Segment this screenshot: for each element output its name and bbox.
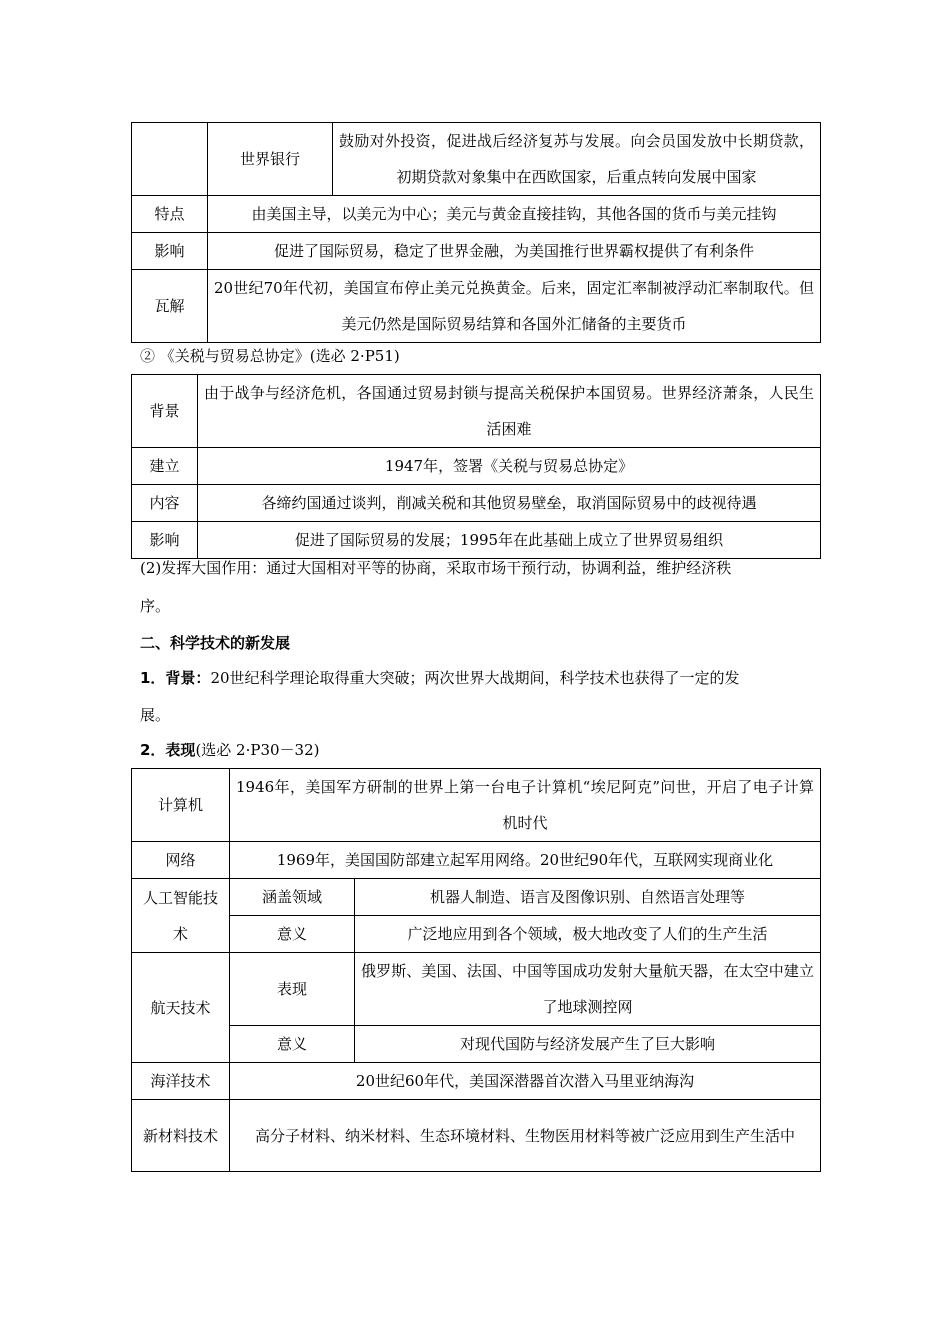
table-row (132, 375, 821, 448)
gatt-heading: ② 《关税与贸易总协定》(选必 2·P51) (140, 347, 400, 365)
expression-ref: (选必 2·P30－32) (195, 741, 320, 759)
row-label: 影响 (132, 522, 198, 559)
background-paragraph (140, 660, 820, 696)
row-content: 鼓励对外投资，促进战后经济复苏与发展。向会员国发放中长期贷款，初期贷款对象集中在西欧国家，后重点转向发展中国家 (333, 123, 821, 196)
row-label: 计算机 (132, 769, 230, 842)
row-content: 20世纪70年代初，美国宣布停止美元兑换黄金。后来，固定汇率制被浮动汇率制取代。但美元仍然是国际贸易结算和各国外汇储备的主要货币 (208, 270, 821, 343)
row-label (132, 123, 208, 196)
section-title: 二、科学技术的新发展 (140, 634, 291, 652)
background-text: 20世纪科学理论取得重大突破；两次世界大战期间，科学技术也获得了一定的发 (210, 669, 740, 687)
row-sublabel: 意义 (230, 916, 355, 953)
table-row (132, 196, 821, 233)
table-row (132, 1063, 821, 1100)
row-content: 机器人制造、语言及图像识别、自然语言处理等 (355, 879, 821, 916)
row-sublabel: 世界银行 (208, 123, 333, 196)
row-content: 由美国主导，以美元为中心；美元与黄金直接挂钩，其他各国的货币与美元挂钩 (208, 196, 821, 233)
row-content: 促进了国际贸易，稳定了世界金融，为美国推行世界霸权提供了有利条件 (208, 233, 821, 270)
table-row (132, 842, 821, 879)
row-content: 对现代国防与经济发展产生了巨大影响 (355, 1026, 821, 1063)
row-sublabel: 表现 (230, 953, 355, 1026)
row-label: 新材料技术 (132, 1100, 230, 1172)
table-row (132, 879, 821, 916)
row-content: 1946年，美国军方研制的世界上第一台电子计算机“埃尼阿克”问世，开启了电子计算机时代 (230, 769, 821, 842)
row-content: 高分子材料、纳米材料、生态环境材料、生物医用材料等被广泛应用到生产生活中 (230, 1100, 821, 1172)
table-row (132, 448, 821, 485)
row-label: 航天技术 (132, 953, 230, 1063)
row-label: 背景 (132, 375, 198, 448)
row-content: 1947年，签署《关税与贸易总协定》 (198, 448, 821, 485)
paragraph-role: (2)发挥大国作用：通过大国相对平等的协商，采取市场干预行动，协调利益，维护经济秩 (140, 559, 732, 577)
table-row (132, 485, 821, 522)
row-content: 20世纪60年代，美国深潜器首次潜入马里亚纳海沟 (230, 1063, 821, 1100)
background-label: 1．背景： (140, 669, 211, 687)
row-content: 由于战争与经济危机，各国通过贸易封锁与提高关税保护本国贸易。世界经济萧条，人民生活困难 (198, 375, 821, 448)
table-row (132, 123, 821, 196)
row-label: 特点 (132, 196, 208, 233)
paragraph-role-continued: 序。 (140, 597, 171, 615)
row-label: 内容 (132, 485, 198, 522)
row-label: 建立 (132, 448, 198, 485)
gatt-table (131, 374, 821, 559)
table-row (132, 270, 821, 343)
row-content: 1969年，美国国防部建立起军用网络。20世纪90年代，互联网实现商业化 (230, 842, 821, 879)
row-label: 海洋技术 (132, 1063, 230, 1100)
table-row (132, 233, 821, 270)
table-row (132, 953, 821, 1026)
row-label: 人工智能技术 (132, 879, 230, 953)
row-sublabel: 涵盖领域 (230, 879, 355, 916)
technology-table (131, 768, 821, 1172)
table-row (132, 1026, 821, 1063)
table-row (132, 916, 821, 953)
row-sublabel: 意义 (230, 1026, 355, 1063)
row-label: 网络 (132, 842, 230, 879)
row-label: 瓦解 (132, 270, 208, 343)
expression-label: 2．表现 (140, 741, 196, 759)
row-label: 影响 (132, 233, 208, 270)
expression-heading (140, 732, 820, 768)
table-row (132, 769, 821, 842)
bretton-woods-table (131, 122, 821, 343)
row-content: 促进了国际贸易的发展；1995年在此基础上成立了世界贸易组织 (198, 522, 821, 559)
table-row (132, 1100, 821, 1172)
background-paragraph-continued: 展。 (140, 706, 171, 724)
row-content: 各缔约国通过谈判，削减关税和其他贸易壁垒，取消国际贸易中的歧视待遇 (198, 485, 821, 522)
row-content: 广泛地应用到各个领域，极大地改变了人们的生产生活 (355, 916, 821, 953)
row-content: 俄罗斯、美国、法国、中国等国成功发射大量航天器，在太空中建立了地球测控网 (355, 953, 821, 1026)
